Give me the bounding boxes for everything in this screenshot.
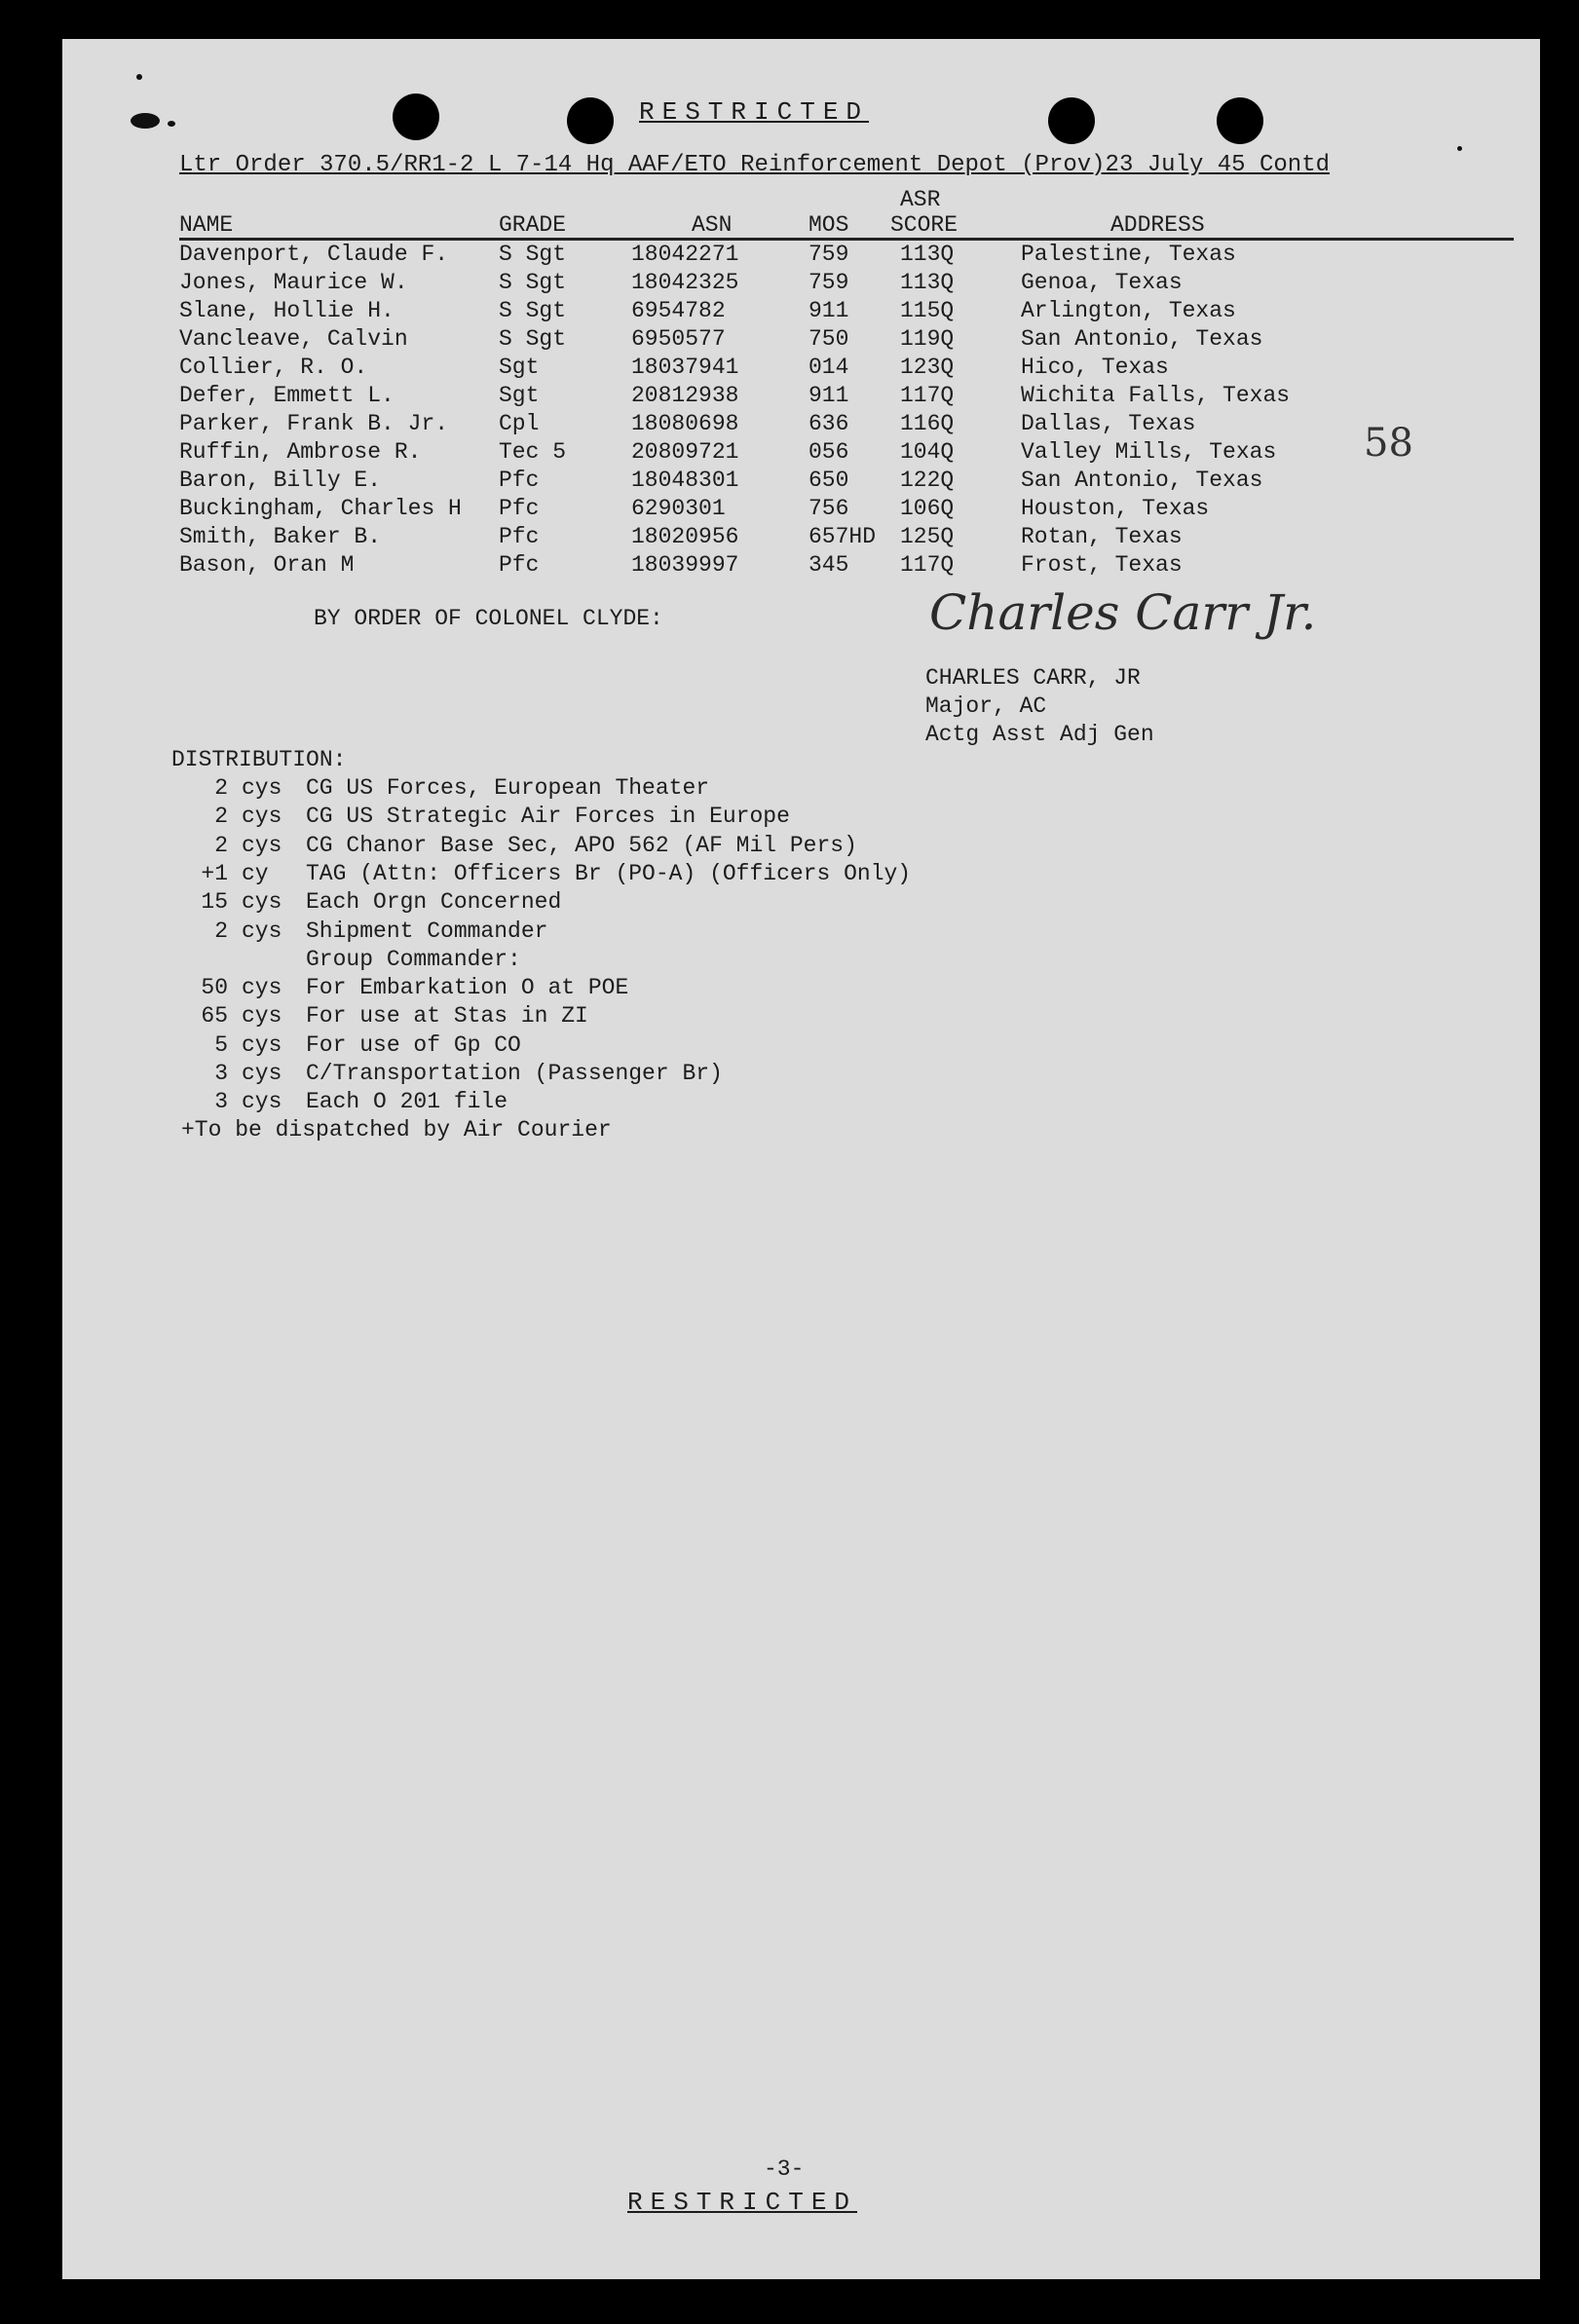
distribution-qty: 15 bbox=[201, 889, 228, 916]
distribution-unit: cys bbox=[242, 775, 282, 801]
distribution-unit: cys bbox=[242, 1089, 282, 1115]
cell-name: Smith, Baker B. bbox=[179, 524, 382, 549]
cell-grade: Pfc bbox=[499, 496, 540, 521]
cell-name: Jones, Maurice W. bbox=[179, 270, 408, 295]
cell-asn: 18039997 bbox=[631, 552, 739, 578]
punch-hole bbox=[567, 97, 614, 144]
distribution-text: For Embarkation O at POE bbox=[306, 975, 629, 1001]
cell-asn: 6290301 bbox=[631, 496, 726, 521]
cell-score: 117Q bbox=[900, 383, 955, 408]
cell-grade: Pfc bbox=[499, 524, 540, 549]
signature-script: Charles Carr Jr. bbox=[929, 584, 1317, 641]
cell-mos: 650 bbox=[808, 468, 849, 493]
punch-hole bbox=[1217, 97, 1263, 144]
cell-score: 106Q bbox=[900, 496, 955, 521]
cell-address: Rotan, Texas bbox=[1021, 524, 1183, 549]
ink-speck bbox=[131, 113, 160, 129]
cell-address: Valley Mills, Texas bbox=[1021, 439, 1277, 465]
distribution-text: For use of Gp CO bbox=[306, 1031, 521, 1058]
cell-mos: 657HD bbox=[808, 524, 877, 549]
cell-mos: 756 bbox=[808, 496, 849, 521]
distribution-unit: cys bbox=[242, 1061, 282, 1086]
distribution-text: For use at Stas in ZI bbox=[306, 1003, 588, 1030]
distribution-qty: 3 bbox=[214, 1061, 228, 1086]
cell-mos: 759 bbox=[808, 242, 849, 267]
header-rule bbox=[179, 238, 1514, 241]
cell-name: Vancleave, Calvin bbox=[179, 326, 408, 352]
distribution-qty: 2 bbox=[214, 775, 228, 801]
distribution-text: CG Chanor Base Sec, APO 562 (AF Mil Pers) bbox=[306, 832, 857, 858]
cell-address: San Antonio, Texas bbox=[1021, 326, 1263, 352]
distribution-text: Shipment Commander bbox=[306, 918, 548, 944]
cell-grade: Cpl bbox=[499, 411, 540, 436]
cell-name: Slane, Hollie H. bbox=[179, 298, 395, 323]
cell-score: 123Q bbox=[900, 355, 955, 380]
cell-asn: 18037941 bbox=[631, 355, 739, 380]
cell-mos: 636 bbox=[808, 411, 849, 436]
cell-mos: 056 bbox=[808, 439, 849, 465]
cell-asn: 18020956 bbox=[631, 524, 739, 549]
cell-grade: S Sgt bbox=[499, 298, 567, 323]
distribution-unit: cys bbox=[242, 975, 282, 1001]
cell-score: 119Q bbox=[900, 326, 955, 352]
distribution-unit: cys bbox=[242, 832, 282, 858]
cell-name: Collier, R. O. bbox=[179, 355, 368, 380]
col-grade: GRADE bbox=[499, 212, 567, 238]
cell-grade: S Sgt bbox=[499, 270, 567, 295]
punch-hole bbox=[1048, 97, 1095, 144]
order-line: BY ORDER OF COLONEL CLYDE: bbox=[314, 606, 663, 631]
cell-grade: S Sgt bbox=[499, 242, 567, 267]
cell-name: Baron, Billy E. bbox=[179, 468, 382, 493]
cell-mos: 911 bbox=[808, 298, 849, 323]
cell-score: 117Q bbox=[900, 552, 955, 578]
distribution-text: Each O 201 file bbox=[306, 1089, 508, 1115]
distribution-qty: 50 bbox=[201, 975, 228, 1001]
document-page bbox=[62, 39, 1540, 2279]
cell-asn: 18048301 bbox=[631, 468, 739, 493]
distribution-qty: 65 bbox=[201, 1003, 228, 1030]
cell-grade: Pfc bbox=[499, 468, 540, 493]
col-name: NAME bbox=[179, 212, 234, 238]
cell-address: Frost, Texas bbox=[1021, 552, 1183, 578]
signatory-rank: Major, AC bbox=[925, 693, 1047, 719]
cell-grade: S Sgt bbox=[499, 326, 567, 352]
distribution-text: CG US Forces, European Theater bbox=[306, 775, 710, 801]
distribution-unit: cys bbox=[242, 889, 282, 916]
signatory-title: Actg Asst Adj Gen bbox=[925, 722, 1154, 747]
col-asr-score: SCORE bbox=[890, 212, 959, 238]
cell-score: 115Q bbox=[900, 298, 955, 323]
distribution-unit: cys bbox=[242, 918, 282, 944]
signatory-name: CHARLES CARR, JR bbox=[925, 665, 1141, 691]
cell-score: 116Q bbox=[900, 411, 955, 436]
cell-asn: 18042325 bbox=[631, 270, 739, 295]
page-number: -3- bbox=[764, 2156, 805, 2182]
cell-mos: 014 bbox=[808, 355, 849, 380]
col-address: ADDRESS bbox=[1110, 212, 1205, 238]
cell-asn: 18080698 bbox=[631, 411, 739, 436]
ink-speck bbox=[168, 121, 175, 127]
cell-score: 104Q bbox=[900, 439, 955, 465]
distribution-unit: cys bbox=[242, 1003, 282, 1030]
cell-asn: 20809721 bbox=[631, 439, 739, 465]
cell-name: Parker, Frank B. Jr. bbox=[179, 411, 449, 436]
distribution-qty: 2 bbox=[214, 832, 228, 858]
distribution-qty: 3 bbox=[214, 1089, 228, 1115]
cell-grade: Sgt bbox=[499, 383, 540, 408]
cell-mos: 345 bbox=[808, 552, 849, 578]
cell-mos: 759 bbox=[808, 270, 849, 295]
cell-name: Ruffin, Ambrose R. bbox=[179, 439, 422, 465]
cell-grade: Tec 5 bbox=[499, 439, 567, 465]
distribution-heading: DISTRIBUTION: bbox=[171, 747, 347, 772]
distribution-text: Each Orgn Concerned bbox=[306, 889, 562, 916]
cell-name: Bason, Oran M bbox=[179, 552, 355, 578]
cell-mos: 750 bbox=[808, 326, 849, 352]
cell-address: Houston, Texas bbox=[1021, 496, 1210, 521]
cell-grade: Pfc bbox=[499, 552, 540, 578]
cell-address: Arlington, Texas bbox=[1021, 298, 1236, 323]
cell-address: Genoa, Texas bbox=[1021, 270, 1183, 295]
cell-asn: 18042271 bbox=[631, 242, 739, 267]
col-asn: ASN bbox=[692, 212, 733, 238]
distribution-qty: 2 bbox=[214, 918, 228, 944]
cell-name: Buckingham, Charles H bbox=[179, 496, 462, 521]
restricted-banner-top: RESTRICTED bbox=[639, 97, 870, 127]
order-reference: Ltr Order 370.5/RR1-2 L 7-14 Hq AAF/ETO Reinforcement Depot (Prov)23 July 45 Contd bbox=[179, 152, 1330, 178]
cell-score: 125Q bbox=[900, 524, 955, 549]
restricted-banner-bottom: RESTRICTED bbox=[627, 2188, 858, 2217]
cell-asn: 6954782 bbox=[631, 298, 726, 323]
ink-speck bbox=[1457, 146, 1462, 151]
col-mos: MOS bbox=[808, 212, 849, 238]
cell-score: 113Q bbox=[900, 242, 955, 267]
distribution-unit: cys bbox=[242, 804, 282, 830]
distribution-unit: cys bbox=[242, 1031, 282, 1058]
cell-address: Hico, Texas bbox=[1021, 355, 1169, 380]
col-asr-top: ASR bbox=[900, 187, 941, 212]
cell-mos: 911 bbox=[808, 383, 849, 408]
cell-address: Dallas, Texas bbox=[1021, 411, 1196, 436]
distribution-footnote: +To be dispatched by Air Courier bbox=[181, 1117, 612, 1143]
cell-score: 113Q bbox=[900, 270, 955, 295]
cell-name: Defer, Emmett L. bbox=[179, 383, 395, 408]
distribution-qty: 5 bbox=[214, 1031, 228, 1058]
distribution-qty: +1 bbox=[201, 860, 228, 886]
cell-asn: 6950577 bbox=[631, 326, 726, 352]
distribution-text: TAG (Attn: Officers Br (PO-A) (Officers Only) bbox=[306, 860, 912, 886]
distribution-text: CG US Strategic Air Forces in Europe bbox=[306, 804, 790, 830]
cell-score: 122Q bbox=[900, 468, 955, 493]
cell-grade: Sgt bbox=[499, 355, 540, 380]
distribution-text: C/Transportation (Passenger Br) bbox=[306, 1061, 723, 1086]
distribution-qty: 2 bbox=[214, 804, 228, 830]
cell-address: Wichita Falls, Texas bbox=[1021, 383, 1291, 408]
ink-speck bbox=[136, 74, 142, 80]
cell-asn: 20812938 bbox=[631, 383, 739, 408]
distribution-unit: cy bbox=[242, 860, 269, 886]
page-mark: 58 bbox=[1364, 421, 1413, 466]
cell-name: Davenport, Claude F. bbox=[179, 242, 449, 267]
punch-hole bbox=[393, 94, 439, 140]
cell-address: San Antonio, Texas bbox=[1021, 468, 1263, 493]
cell-address: Palestine, Texas bbox=[1021, 242, 1236, 267]
distribution-text: Group Commander: bbox=[306, 946, 521, 972]
